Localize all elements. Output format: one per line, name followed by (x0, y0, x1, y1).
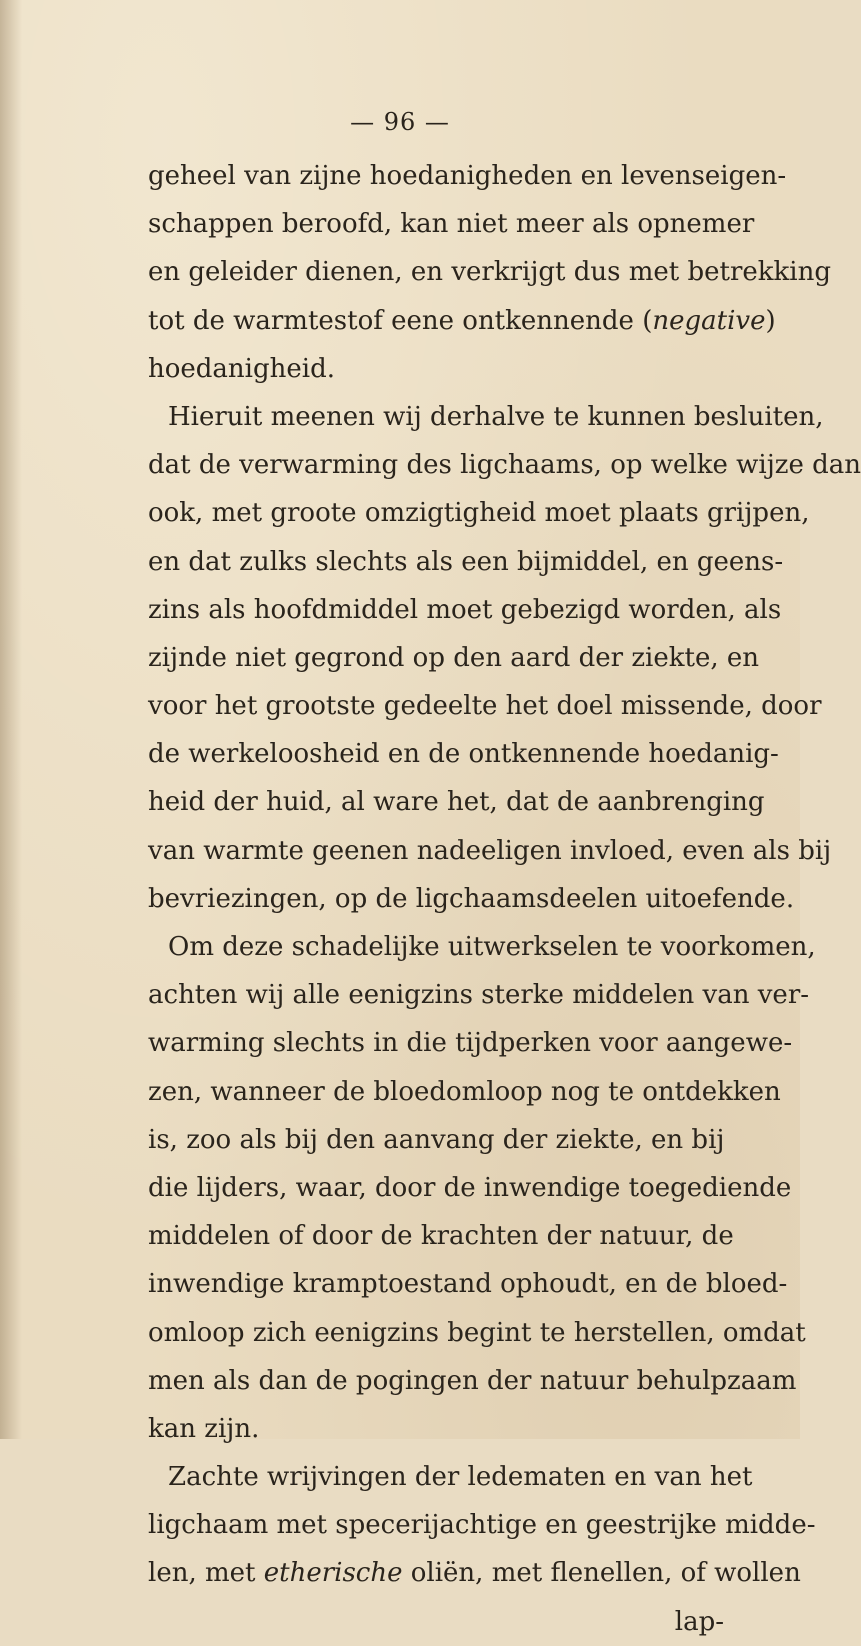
paragraph-start-line: Om deze schadelijke uitwerkselen te voorkomen, (168, 932, 816, 962)
text-line: len, met etherische oliën, met flenellen, of wollen (148, 1558, 801, 1589)
text-line: hoedanigheid. (148, 353, 335, 384)
text-line: zins als hoofdmiddel moet gebezigd worden, als (148, 594, 782, 625)
text-line: zijnde niet gegrond op den aard der ziekte, en (148, 642, 759, 673)
text-line: bevriezingen, op de ligchaamsdeelen uitoefende. (148, 883, 795, 914)
catchword: lap- (674, 1606, 724, 1637)
text-line: is, zoo als bij den aanvang der ziekte, en bij (148, 1124, 725, 1155)
text-line: geheel van zijne hoedanigheden en levenseigen- (148, 161, 787, 191)
paragraph-start-line: Hieruit meenen wij derhalve te kunnen besluiten, (168, 401, 824, 432)
page-number: — 96 — (350, 108, 450, 136)
text-line: die lijders, waar, door de inwendige toegediende (148, 1172, 792, 1203)
text-line: zen, wanneer de bloedomloop nog te ontdekken (148, 1076, 781, 1107)
text-line: omloop zich eenigzins begint te herstellen, omdat (148, 1317, 806, 1348)
italic-term: negative (652, 305, 766, 336)
italic-term: etherische (263, 1558, 403, 1589)
text-line: inwendige kramptoestand ophoudt, en de bloed- (148, 1269, 788, 1300)
text-line: ook, met groote omzigtigheid moet plaats grijpen, (148, 498, 810, 529)
text-line: voor het grootste gedeelte het doel missende, door (148, 691, 822, 722)
text-line: middelen of door de krachten der natuur, de (148, 1221, 734, 1252)
text-line: ligchaam met specerijachtige en geestrijke midde- (148, 1510, 816, 1541)
text-line: en dat zulks slechts als een bijmiddel, en geens- (148, 546, 784, 577)
text-line: tot de warmtestof eene ontkennende (negative) (148, 305, 776, 336)
text-line: warming slechts in die tijdperken voor aangewe- (148, 1028, 793, 1059)
body-text (148, 152, 861, 1646)
paragraph-start-line: Zachte wrijvingen der ledematen en van het (168, 1462, 753, 1493)
text-line: van warmte geenen nadeeligen invloed, even als bij (148, 835, 832, 866)
text-line: kan zijn. (148, 1413, 260, 1444)
text-line: achten wij alle eenigzins sterke middelen van ver- (148, 980, 810, 1011)
text-line: heid der huid, al ware het, dat de aanbrenging (148, 787, 765, 818)
text-line: dat de verwarming des ligchaams, op welke wijze dan (148, 450, 861, 481)
text-line: men als dan de pogingen der natuur behulpzaam (148, 1365, 797, 1396)
text-line: schappen beroofd, kan niet meer als opnemer (148, 209, 755, 240)
text-line: en geleider dienen, en verkrijgt dus met betrekking (148, 257, 831, 288)
text-line: de werkeloosheid en de ontkennende hoedanig- (148, 739, 779, 770)
